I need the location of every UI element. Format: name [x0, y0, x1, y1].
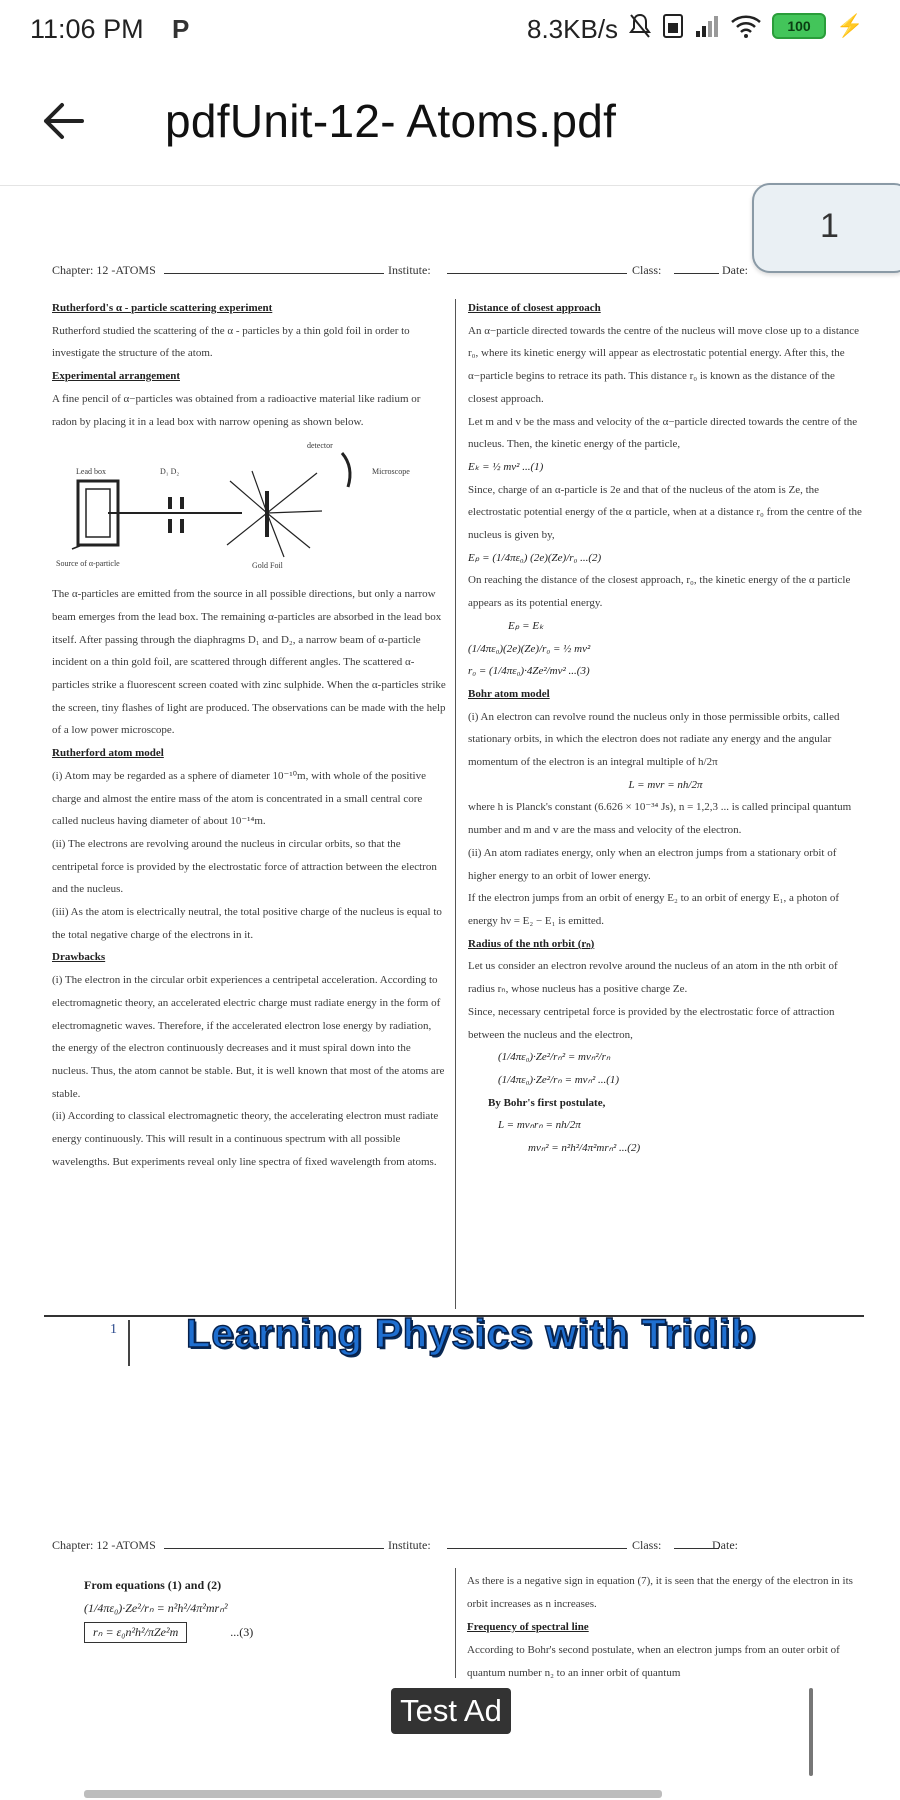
back-button[interactable] — [36, 94, 90, 148]
para-model-3: (iii) As the atom is electrically neutral, the total positive charge of the nucleus is equal to the total negative charge of the electrons in it. — [52, 906, 442, 941]
para-reaching: On reaching the distance of the closest approach, r₀, the kinetic energy of the α particle appears as its potential energy. — [468, 574, 851, 610]
para-model-2: (ii) The electrons are revolving around the nucleus in circular orbits, so that the centripetal force is provided by the electrostatic force of attraction between the electron and the nucleus. — [52, 837, 437, 896]
para-scattering: Rutherford studied the scattering of the α - particles by a thin gold foil in order to investigate the structure of the atom. — [52, 324, 410, 360]
para-radius-1: Let us consider an electron revolve around the nucleus of an atom in the nth orbit of radius rₙ, whose nucleus has a positive charge Ze. — [468, 960, 838, 996]
test-ad-banner[interactable]: Test Ad — [391, 1688, 511, 1734]
para-bohr-4: If the electron jumps from an orbit of energy E₂ to an orbit of energy E₁, a photon of energy hν = E₂ − E₁ is emitted. — [468, 892, 840, 927]
para-charge: Since, charge of an α-particle is 2e and that of the nucleus of the atom is Ze, the electrostatic potential energy of the α particle, when at a distance r₀ from the centre of the nucleus is given by, — [468, 483, 862, 542]
label-gold-foil: Gold Foil — [252, 561, 283, 571]
para-bohr-2: where h is Planck's constant (6.626 × 10⁻³⁴ Js), n = 1,2,3 ... is called principal quantum number and m and v are the mass and velocity of the electron. — [468, 801, 852, 837]
label-microscope: Microscope — [372, 467, 410, 477]
heading-radius: Radius of the nth orbit (rₙ) — [468, 937, 595, 950]
battery-icon — [772, 13, 826, 39]
app-bar — [0, 58, 900, 186]
para-drawback-2: (ii) According to classical electromagnetic theory, the accelerating electron must radiate energy continuously. This will result in a continuous spectrum with all possible wavelengths. But experiments reveal only line spectra of fixed wavelength from atoms. — [52, 1110, 439, 1168]
wifi-icon — [730, 13, 762, 39]
status-bar — [0, 0, 900, 58]
equation-mvr: L = mvr = nh/2π — [628, 778, 703, 791]
para-arrangement: A fine pencil of α−particles was obtained from a radioactive material like radium or radon by placing it in a lead box with narrow opening as shown below. — [52, 392, 421, 428]
equation-ek: Eₖ = ½ mv² ...(1) — [468, 460, 544, 473]
charging-icon: ⚡ — [836, 13, 864, 38]
parking-indicator: P — [172, 14, 190, 44]
label-detector: detector — [307, 441, 333, 451]
para-bohr-3: (ii) An atom radiates energy, only when an electron jumps from a stationary orbit of higher energy to an orbit of lower energy. — [468, 846, 837, 882]
para-page2-right-1: As there is a negative sign in equation (7), it is seen that the energy of the electron in its orbit increases as n increases. — [467, 1575, 853, 1610]
equation-ep: Eₚ = (1/4πε₀) (2e)(Ze)/r₀ ...(2) — [468, 551, 602, 564]
equation-r2: (1/4πε₀)·Ze²/rₙ = mvₙ² ...(1) — [498, 1073, 620, 1086]
para-emitted: The α-particles are emitted from the source in all possible directions, but only a narrow beam emerges from the lead box. The remaining α-particles are absorbed in the lead box itself. After passing through the diaphragms D₁ and D₂, a narrow beam of α-particle incident on a thin gold foil, are scattered through different angles. The scattered α-particles strike a fluorescent screen coated with zinc sulphide. When the α-particles strike the screen, tiny flashes of light are produced. The observations can be made with the help of a low power microscope. — [52, 588, 446, 737]
status-time: 11:06 PM — [30, 14, 144, 44]
header2-line-institute — [447, 1548, 627, 1549]
equation-page2-a: (1/4πε₀)·Ze²/rₙ = n²h²/4π²mrₙ² — [84, 1601, 228, 1615]
para-page2-right-2: According to Bohr's second postulate, when an electron jumps from an outer orbit of quantum number n₂ to an inner orbit of quantum — [467, 1644, 840, 1679]
mute-icon — [628, 12, 652, 40]
page-indicator[interactable] — [752, 183, 900, 273]
footer-page-number: 1 — [110, 1322, 117, 1337]
header-date: Date: — [722, 263, 748, 277]
horizontal-scrollbar[interactable] — [84, 1790, 662, 1798]
header2-class: Class: — [632, 1538, 662, 1552]
right-column — [468, 297, 863, 1160]
heading-bohr: Bohr atom model — [468, 687, 550, 700]
left-column — [52, 297, 447, 1174]
footer-brand-title: Learning Physics with Tridib — [186, 1312, 757, 1356]
header2-chapter: Chapter: 12 -ATOMS — [52, 1538, 156, 1552]
header-line-institute — [447, 273, 627, 274]
label-lead-box: Lead box — [76, 467, 106, 477]
para-distance: An α−particle directed towards the centre of the nucleus will move close up to a distance r₀, where its kinetic energy will appear as electrostatic potential energy. After this, the α−particle begins to retrace its path. This distance r₀ is known as the distance of the closest approach. — [468, 324, 860, 405]
equation-page2-num: ...(3) — [230, 1625, 254, 1639]
header-line-class — [674, 273, 719, 274]
document-title: pdfUnit-12- Atoms.pdf — [165, 95, 617, 147]
page-2-right-column — [467, 1570, 862, 1685]
heading-model: Rutherford atom model — [52, 747, 164, 760]
header-chapter: Chapter: 12 -ATOMS — [52, 263, 156, 277]
para-postulate: By Bohr's first postulate, — [488, 1096, 606, 1109]
footer-divider — [128, 1320, 130, 1366]
header-class: Class: — [632, 263, 662, 277]
vertical-scroll-handle[interactable] — [809, 1688, 813, 1776]
header2-line-chapter — [164, 1548, 384, 1549]
heading-scattering: Rutherford's α - particle scattering experiment — [52, 302, 273, 314]
para-radius-2: Since, necessary centripetal force is provided by the electrostatic force of attraction between the nucleus and the electron, — [468, 1005, 835, 1041]
arrow-left-icon — [42, 102, 84, 140]
sim-icon — [662, 12, 684, 40]
equation-r3: L = mvₙrₙ = nh/2π — [498, 1119, 581, 1132]
header2-date: Date: — [712, 1538, 738, 1552]
heading-arrangement: Experimental arrangement — [52, 370, 180, 383]
equation-r0: r₀ = (1/4πε₀)·4Ze²/mv² ...(3) — [468, 665, 590, 678]
equation-page2-box: rₙ = ε₀n²h²/πZe²m — [84, 1622, 187, 1643]
equation-r1: (1/4πε₀)·Ze²/rₙ² = mvₙ²/rₙ — [498, 1051, 611, 1064]
equation-expand: (1/4πε₀)(2e)(Ze)/r₀ = ½ mv² — [468, 642, 591, 655]
para-drawback-1: (i) The electron in the circular orbit experiences a centripetal acceleration. According to electromagnetic theory, an accelerated electric charge must radiate energy in the form of electromagnetic waves. Therefore, if the accelerated electron lose energy by radiation, the energy of the electron continuously decreases and it must spiral down into the nucleus. Thus, the atom cannot be stable. But, it is well known that most of the atoms are stable. — [52, 974, 445, 1100]
status-icons — [628, 12, 863, 40]
signal-icon — [694, 13, 720, 39]
network-speed: 8.3KB/s — [527, 14, 619, 44]
para-model-1: (i) Atom may be regarded as a sphere of diameter 10⁻¹⁰m, with whole of the positive charge and almost the entire mass of the atom is concentrated in a small central core called nucleus having diameter of about 10⁻¹⁴m. — [52, 769, 426, 828]
scattering-figure — [52, 433, 432, 583]
from-equations: From equations (1) and (2) — [84, 1578, 222, 1592]
para-bohr-1: (i) An electron can revolve round the nucleus only in those permissible orbits, called stationary orbits, in which the electron does not radiate any energy and the angular momentum of the electron is an integral multiple of h/2π — [468, 710, 840, 769]
heading-frequency: Frequency of spectral line — [467, 1621, 589, 1633]
equation-equal: Eₚ = Eₖ — [508, 619, 544, 632]
header-line-chapter — [164, 273, 384, 274]
equation-r4: mvₙ² = n²h²/4π²mrₙ² ...(2) — [528, 1142, 641, 1155]
header2-institute: Institute: — [388, 1538, 431, 1552]
header-institute: Institute: — [388, 263, 431, 277]
page-2-column-divider — [455, 1568, 456, 1678]
page-indicator-number: 1 — [820, 207, 839, 245]
label-source: Source of α-particle — [56, 559, 120, 569]
page-2-left-column — [84, 1578, 253, 1643]
label-diaphragm: D₁ D₂ — [160, 467, 180, 477]
heading-drawbacks: Drawbacks — [52, 951, 106, 964]
battery-level: 100 — [787, 18, 811, 34]
heading-distance: Distance of closest approach — [468, 302, 601, 314]
column-divider — [455, 299, 456, 1309]
para-mass: Let m and v be the mass and velocity of the α−particle directed towards the centre of the nucleus. Then, the kinetic energy of the particle, — [468, 415, 858, 451]
